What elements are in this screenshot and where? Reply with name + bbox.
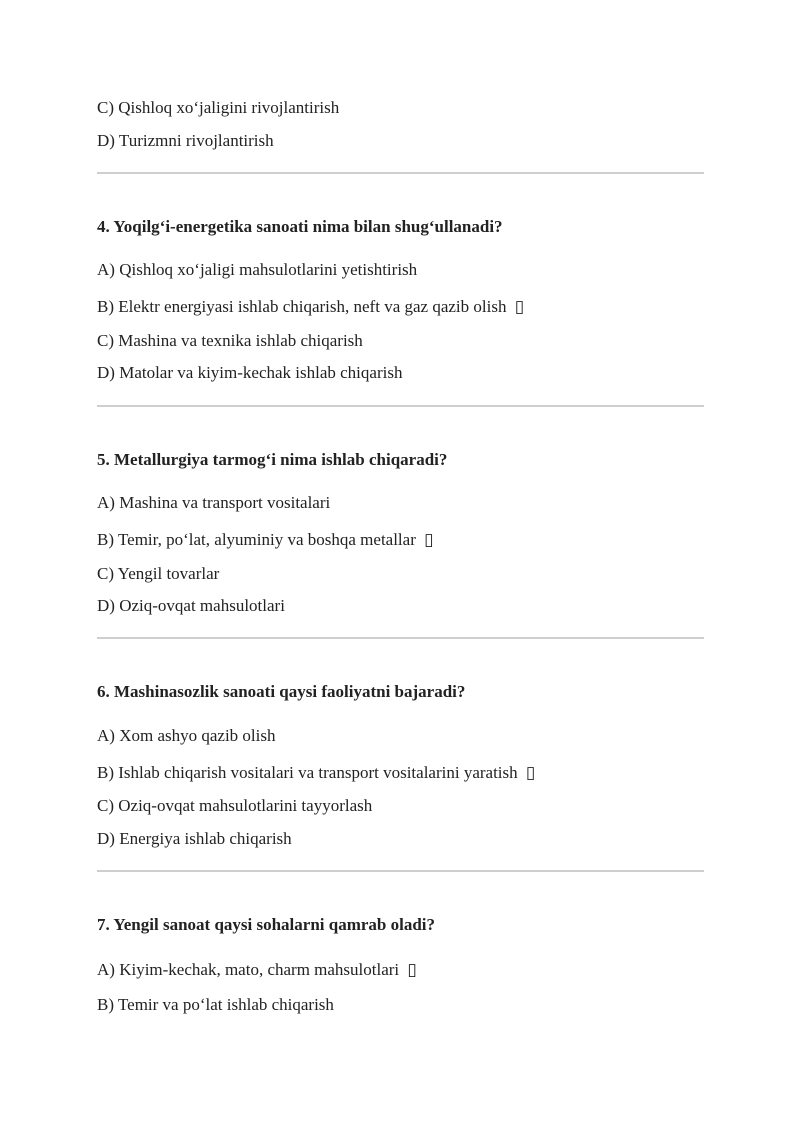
correct-answer-mark-icon: ▯ — [514, 297, 525, 316]
option-letter: C) — [97, 331, 114, 350]
option-text: Matolar va kiyim-kechak ishlab chiqarish — [119, 363, 403, 382]
option-text: Kiyim-kechak, mato, charm mahsulotlari — [119, 960, 400, 979]
option-d — [97, 130, 274, 152]
option-c — [97, 563, 219, 585]
option-a — [97, 492, 330, 514]
option-c — [97, 97, 339, 119]
option-letter: A) — [97, 493, 115, 512]
option-b — [97, 529, 433, 551]
option-letter: D) — [97, 131, 115, 150]
option-letter: B) — [97, 530, 114, 549]
option-text: Mashina va texnika ishlab chiqarish — [118, 331, 363, 350]
question-4-title: 4. Yoqilg‘i-energetika sanoati nima bilan shug‘ullanadi? — [97, 217, 503, 236]
option-letter: C) — [97, 796, 114, 815]
option-b — [97, 994, 334, 1016]
section-divider — [97, 405, 704, 407]
option-d — [97, 362, 402, 384]
option-letter: C) — [97, 564, 114, 583]
option-letter: A) — [97, 960, 115, 979]
section-divider — [97, 870, 704, 872]
option-c — [97, 795, 372, 817]
option-letter: B) — [97, 763, 114, 782]
option-c — [97, 330, 363, 352]
section-divider — [97, 637, 704, 639]
question-6-title: 6. Mashinasozlik sanoati qaysi faoliyatni bajaradi? — [97, 682, 466, 701]
option-text: Elektr energiyasi ishlab chiqarish, neft va gaz qazib olish — [118, 297, 507, 316]
option-b — [97, 762, 535, 784]
option-text: Energiya ishlab chiqarish — [119, 829, 292, 848]
option-letter: A) — [97, 726, 115, 745]
option-letter: B) — [97, 297, 114, 316]
correct-answer-mark-icon: ▯ — [424, 530, 434, 549]
option-b — [97, 296, 524, 318]
correct-answer-mark-icon: ▯ — [407, 960, 417, 979]
option-text: Oziq-ovqat mahsulotlarini tayyorlash — [118, 796, 373, 815]
option-letter: D) — [97, 829, 115, 848]
option-text: Temir va po‘lat ishlab chiqarish — [117, 995, 334, 1014]
option-a — [97, 725, 276, 747]
option-text: Turizmni rivojlantirish — [118, 131, 274, 150]
option-text: Mashina va transport vositalari — [119, 493, 331, 512]
correct-answer-mark-icon: ▯ — [525, 763, 536, 782]
question-5-title: 5. Metallurgiya tarmog‘i nima ishlab chiqaradi? — [97, 450, 448, 469]
option-text: Temir, po‘lat, alyuminiy va boshqa metallar — [117, 530, 416, 549]
option-d — [97, 595, 285, 617]
option-letter: A) — [97, 260, 115, 279]
option-text: Qishloq xo‘jaligini rivojlantirish — [118, 98, 340, 117]
question-7-title: 7. Yengil sanoat qaysi sohalarni qamrab oladi? — [97, 915, 436, 934]
option-a — [97, 259, 417, 281]
option-text: Xom ashyo qazib olish — [119, 726, 276, 745]
option-text: Yengil tovarlar — [117, 564, 220, 583]
option-letter: C) — [97, 98, 114, 117]
option-d — [97, 828, 292, 850]
option-text: Oziq-ovqat mahsulotlari — [119, 596, 285, 615]
option-letter: D) — [97, 363, 115, 382]
option-text: Ishlab chiqarish vositalari va transport vositalarini yaratish — [118, 763, 518, 782]
option-letter: B) — [97, 995, 114, 1014]
option-text: Qishloq xo‘jaligi mahsulotlarini yetishtirish — [119, 260, 418, 279]
section-divider — [97, 172, 704, 174]
option-a — [97, 959, 417, 981]
option-letter: D) — [97, 596, 115, 615]
